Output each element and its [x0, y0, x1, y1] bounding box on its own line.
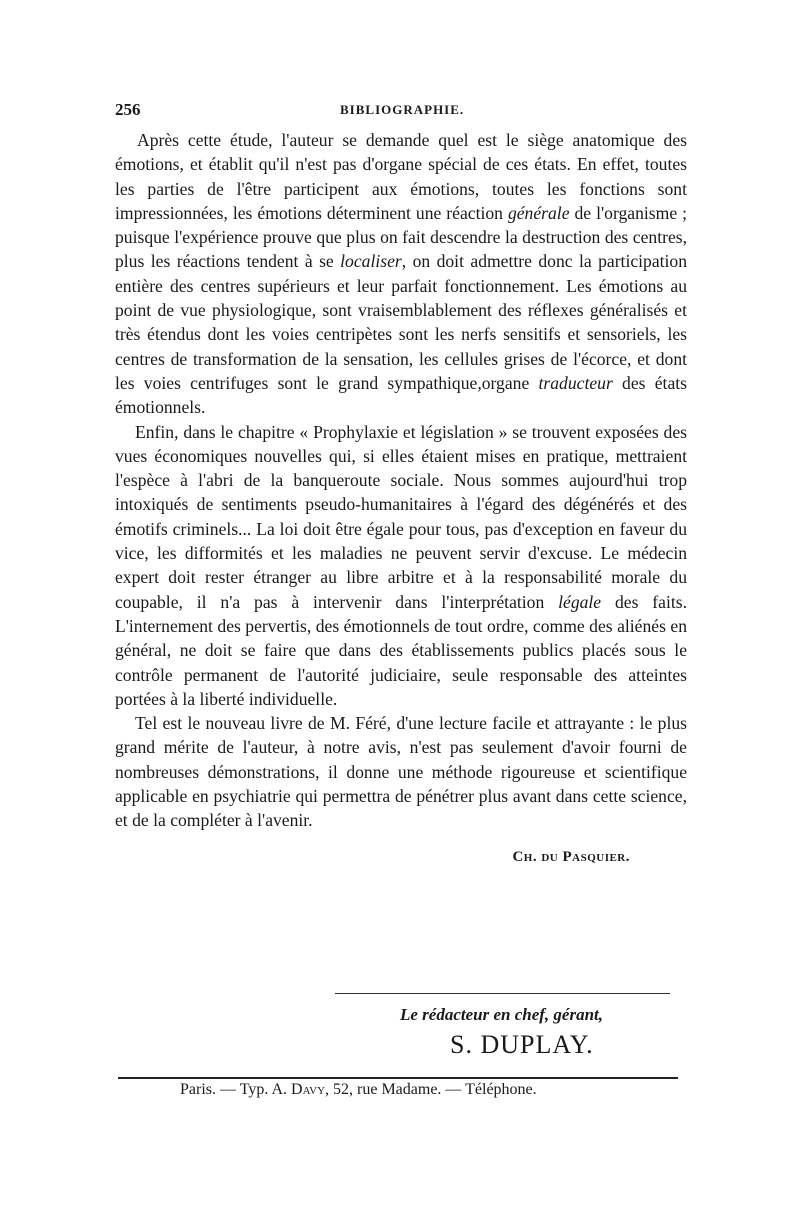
printer-imprint — [180, 1081, 640, 1099]
running-head — [115, 100, 687, 128]
italic-segment: légale — [558, 591, 602, 612]
text-segment: Tel est le nouveau livre de M. Féré, d'une lecture facile et attrayante : le plus grand mérite de l'auteur, à notre avis, n'est pas seulement d'avoir fourni de nombreuses démonstrations, il donne une méthode rigoureuse et scientifique applicable en psychiatrie qui permettra de pénétrer plus avant dans cette science, et de la compléter à l'avenir. — [115, 713, 687, 831]
author-signature: Ch. du Pasquier. — [512, 848, 630, 865]
printer-prefix: Paris. — Typ. A. — [180, 1081, 292, 1098]
page — [115, 100, 687, 866]
text-segment: Enfin, dans le chapitre « Prophylaxie et législation » se trouvent exposées des vues économiques nouvelles qui, si elles étaient mises en pratique, mettraient l'espèce à l'abri de la banqueroute sociale. Nous sommes aujourd'hui trop intoxiqués de sentiments pseudo-humanitaires à l'égard des dégénérés et des émotifs criminels... La loi doit être égale pour tous, pas d'exception en faveur du vice, les difformités et les maladies ne peuvent servir d'excuse. Le médecin expert doit rester étranger au libre arbitre et à la responsabilité morale du coupable, il n'a pas à intervenir dans l'interprétation — [115, 421, 687, 612]
printer-suffix: , 52, rue Madame. — Téléphone. — [325, 1081, 537, 1098]
text-segment: Après cette étude, l'auteur se demande quel est le siège anatomique des émotions, et établit qu'il n'est pas d'organe spécial de ces états. En effet, toutes les parties de l'être participent aux émotions, toutes les fonctions sont impressionnées, les émotions déterminent une réaction — [115, 130, 687, 223]
text-segment: des états émotionnels. — [115, 372, 687, 418]
editor-role: Le rédacteur en chef, gérant, — [400, 1005, 604, 1024]
divider-long — [118, 1077, 678, 1079]
paragraph-1 — [115, 128, 687, 420]
italic-segment: générale — [507, 202, 570, 223]
printer-name: Davy — [291, 1081, 326, 1098]
body-text — [115, 128, 687, 833]
italic-segment: traducteur — [538, 372, 613, 393]
divider-short — [335, 993, 670, 994]
text-segment: de l'organisme ; puisque l'expérience prouve que plus on fait descendre la destruction des centres, plus les réactions tendent à se — [115, 202, 688, 272]
running-title: BIBLIOGRAPHIE. — [340, 102, 465, 117]
text-segment: des faits. L'internement des pervertis, des émotionnels de tout ordre, comme des aliénés en général, ne doit se faire que dans des établissements publics placés sous le contrôle permanent de l'autorité judiciaire, seule responsable des atteintes portées à la liberté individuelle. — [115, 591, 687, 709]
paragraph-3 — [115, 711, 687, 832]
italic-segment: localiser — [340, 251, 402, 272]
editor-name: S. DUPLAY. — [450, 1030, 594, 1059]
text-segment: , on doit admettre donc la participation entière des centres supérieurs et leur parfait fonctionnement. Les émotions au point de vue physiologique, sont vraisemblablement des réflexes généralisés et très étendus dont les voies centripètes sont les nerfs sensitifs et sensoriels, les centres de transformation de la sensation, les cellules grises de l'écorce, et dont les voies centrifuges sont le grand sympathique,organe — [115, 251, 688, 393]
page-number: 256 — [115, 100, 141, 119]
paragraph-2 — [115, 420, 687, 712]
